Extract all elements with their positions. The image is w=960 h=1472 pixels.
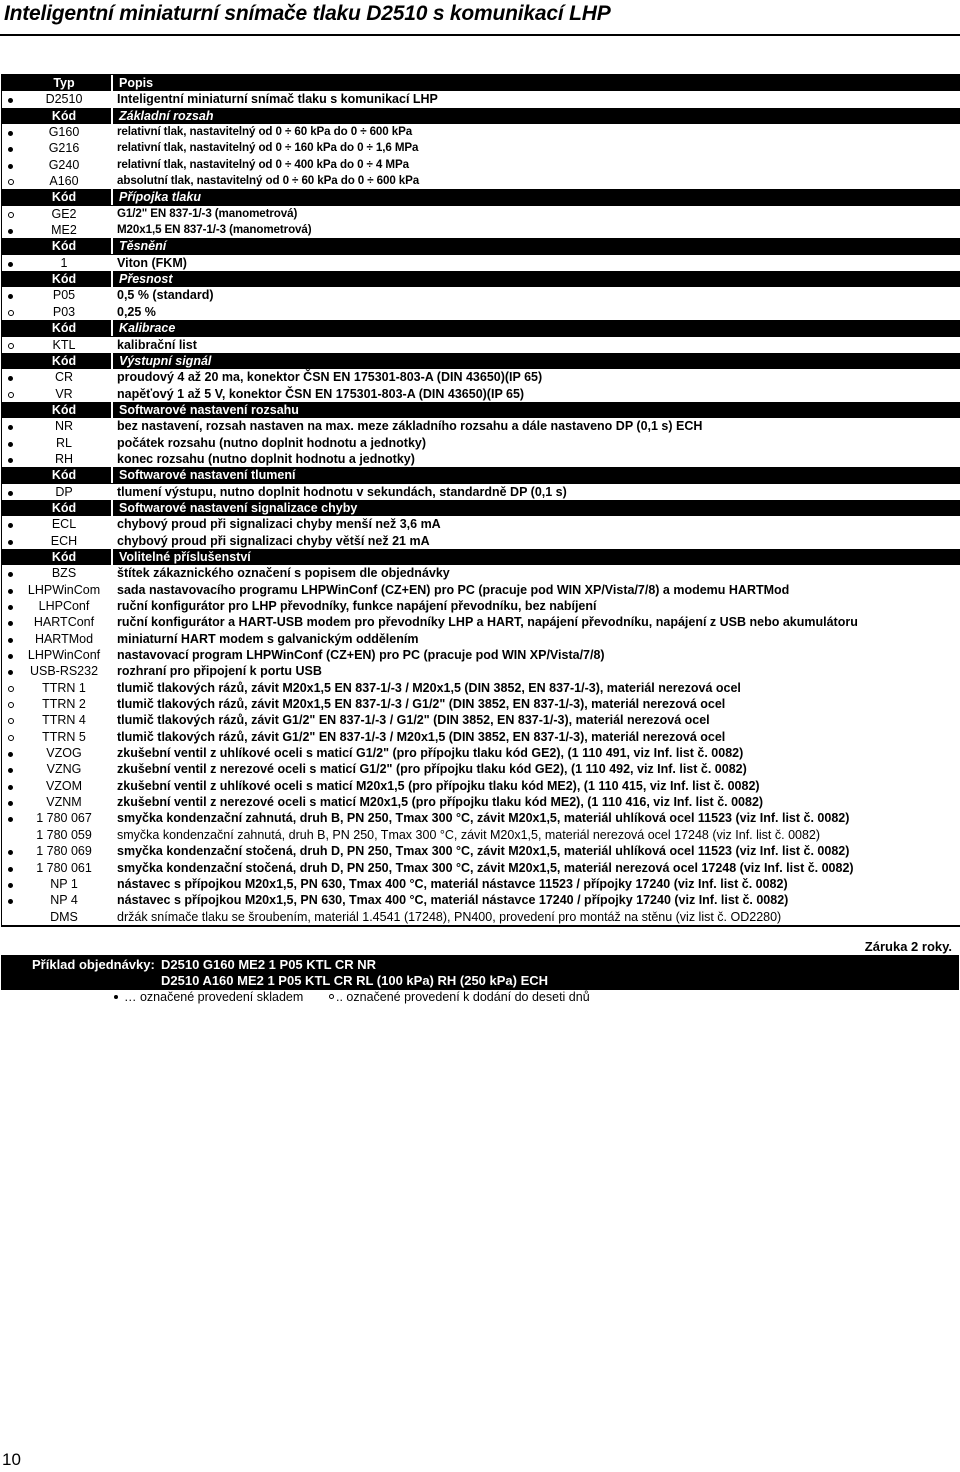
order-code-table xyxy=(1,74,960,927)
header-code-label: Kód xyxy=(51,468,77,483)
stock-bullet-icon xyxy=(7,124,17,140)
table-section-header xyxy=(2,271,960,287)
row-code: LHPWinConf xyxy=(27,648,101,663)
row-code: VZNG xyxy=(46,762,82,777)
row-description: sada nastavovacího programu LHPWinConf (CZ+EN) pro PC (pracuje pod WIN XP/Vista/7/8) a modemu HARTMod xyxy=(117,582,790,597)
row-description: relativní tlak, nastavitelný od 0 ÷ 160 kPa do 0 ÷ 1,6 MPa xyxy=(117,141,419,155)
stock-bullet-icon xyxy=(7,614,17,630)
row-code: GE2 xyxy=(51,206,77,221)
legend-on-order-text: .. označené provedení k dodání do deseti dnů xyxy=(336,990,590,1004)
order-bullet-icon xyxy=(7,173,17,189)
row-description: ruční konfigurátor a HART-USB modem pro převodníky LHP a HART, napájení převodníku, napájení z USB nebo akumulátoru xyxy=(117,615,858,630)
document-title: Inteligentní miniaturní snímače tlaku D2510 s komunikací LHP xyxy=(4,2,611,25)
order-bullet-icon xyxy=(7,206,17,222)
order-bullet-icon xyxy=(7,696,17,712)
table-section-header xyxy=(2,500,960,516)
stock-bullet-icon xyxy=(7,451,17,467)
order-bullet-icon xyxy=(7,729,17,745)
table-section-header xyxy=(2,320,960,336)
header-section-title: Softwarové nastavení signalizace chyby xyxy=(111,500,960,516)
table-row xyxy=(2,827,960,843)
order-example-line-2: D2510 A160 ME2 1 P05 KTL CR RL (100 kPa) RH (250 kPa) ECH xyxy=(161,973,549,988)
header-section-title: Základní rozsah xyxy=(111,108,960,124)
row-code: BZS xyxy=(51,566,77,581)
row-description: nastavovací program LHPWinConf (CZ+EN) pro PC (pracuje pod WIN XP/Vista/7/8) xyxy=(117,648,605,663)
table-row xyxy=(2,729,960,745)
open-bullet-icon xyxy=(329,994,334,999)
header-code-label: Kód xyxy=(51,108,77,123)
row-code: G160 xyxy=(48,125,80,140)
table-row xyxy=(2,647,960,663)
header-section-title: Softwarové nastavení tlumení xyxy=(111,467,960,483)
table-row xyxy=(2,435,960,451)
row-description: rozhraní pro připojení k portu USB xyxy=(117,664,322,679)
row-description: ruční konfigurátor pro LHP převodníky, funkce napájení převodníku, bez nabíjení xyxy=(117,599,597,613)
row-description: nástavec s přípojkou M20x1,5, PN 630, Tmax 400 °C, materiál nástavce 11523 / přípojky 17240 (viz Inf. list č. 0082) xyxy=(117,876,788,891)
header-section-title: Přesnost xyxy=(111,271,960,287)
table-row xyxy=(2,386,960,402)
table-section-header xyxy=(2,549,960,565)
stock-bullet-icon xyxy=(7,761,17,777)
row-code: RL xyxy=(56,435,72,450)
table-row xyxy=(2,418,960,434)
header-section-title: Popis xyxy=(111,75,960,91)
header-section-title: Volitelné příslušenství xyxy=(111,549,960,565)
row-description: M20x1,5 EN 837-1/-3 (manometrová) xyxy=(117,223,312,237)
row-description: štítek zákaznického označení s popisem dle objednávky xyxy=(117,566,450,581)
legend-on-order xyxy=(329,990,590,1004)
row-description: Viton (FKM) xyxy=(117,255,187,270)
row-description: tlumení výstupu, nutno doplnit hodnotu v sekundách, standardně DP (0,1 s) xyxy=(117,484,567,499)
order-bullet-icon xyxy=(7,386,17,402)
warranty-note: Záruka 2 roky. xyxy=(864,939,952,954)
row-code: NP 1 xyxy=(50,876,78,891)
row-description: zkušební ventil z nerezové oceli s maticí G1/2" (pro přípojku tlaku kód GE2), (1 110 492, viz Inf. list č. 0082) xyxy=(117,762,747,777)
table-row xyxy=(2,337,960,353)
stock-bullet-icon xyxy=(7,287,17,303)
row-description: chybový proud při signalizaci chyby menší než 3,6 mA xyxy=(117,517,441,532)
table-row xyxy=(2,696,960,712)
row-code: CR xyxy=(54,370,74,385)
row-description: tlumič tlakových rázů, závit M20x1,5 EN 837-1/-3 / G1/2" (DIN 3852, EN 837-1/-3), materiál nerezová ocel xyxy=(117,697,726,712)
row-code: USB-RS232 xyxy=(29,664,99,679)
table-row xyxy=(2,582,960,598)
no-bullet xyxy=(7,909,17,925)
row-description: absolutní tlak, nastavitelný od 0 ÷ 60 kPa do 0 ÷ 600 kPa xyxy=(117,174,420,188)
row-description: proudový 4 až 20 ma, konektor ČSN EN 175301-803-A (DIN 43650)(IP 65) xyxy=(117,370,543,385)
table-section-header xyxy=(2,189,960,205)
table-row xyxy=(2,516,960,532)
legend-in-stock-text: … označené provedení skladem xyxy=(124,990,304,1004)
row-code: HARTMod xyxy=(34,631,94,646)
header-code-label: Kód xyxy=(51,239,77,254)
header-section-title: Softwarové nastavení rozsahu xyxy=(111,402,960,418)
table-section-header xyxy=(2,238,960,254)
stock-bullet-icon xyxy=(7,157,17,173)
row-description: konec rozsahu (nutno doplnit hodnotu a jednotky) xyxy=(117,451,415,466)
order-example-box xyxy=(1,955,959,990)
table-row xyxy=(2,124,960,140)
row-description: smyčka kondenzační zahnutá, druh B, PN 250, Tmax 300 °C, závit M20x1,5, materiál nerezová ocel 17248 (viz Inf. list č. 0082) xyxy=(117,827,821,842)
stock-bullet-icon xyxy=(7,222,17,238)
table-row xyxy=(2,631,960,647)
header-code-label: Kód xyxy=(51,549,77,564)
header-code-label: Typ xyxy=(53,76,75,90)
row-code: 1 xyxy=(60,255,68,270)
header-section-title: Přípojka tlaku xyxy=(111,189,960,205)
header-code-label: Kód xyxy=(51,353,77,368)
table-section-header xyxy=(2,402,960,418)
stock-bullet-icon xyxy=(7,582,17,598)
row-code: TTRN 1 xyxy=(42,680,86,695)
row-code: HARTConf xyxy=(33,615,95,630)
legend-in-stock xyxy=(114,990,303,1004)
table-row xyxy=(2,680,960,696)
row-code: TTRN 5 xyxy=(42,729,86,744)
row-code: LHPConf xyxy=(38,599,90,613)
stock-bullet-icon xyxy=(7,418,17,434)
table-row xyxy=(2,451,960,467)
row-description: miniaturní HART modem s galvanickým oddělením xyxy=(117,631,419,646)
stock-bullet-icon xyxy=(7,435,17,451)
row-code: VZOM xyxy=(45,778,83,793)
row-description: tlumič tlakových rázů, závit G1/2" EN 837-1/-3 / M20x1,5 (DIN 3852, EN 837-1/-3), materiál nerezová ocel xyxy=(117,729,726,744)
table-row xyxy=(2,712,960,728)
table-row xyxy=(2,892,960,908)
table-row xyxy=(2,761,960,777)
table-row xyxy=(2,222,960,238)
row-code: P03 xyxy=(52,304,76,319)
table-section-header xyxy=(2,353,960,369)
table-section-header xyxy=(2,108,960,124)
stock-bullet-icon xyxy=(7,565,17,581)
order-bullet-icon xyxy=(7,304,17,320)
no-bullet xyxy=(7,827,17,843)
order-bullet-icon xyxy=(7,712,17,728)
row-code: LHPWinCom xyxy=(27,582,101,597)
row-description: držák snímače tlaku se šroubením, materiál 1.4541 (17248), PN400, provedení pro montáž na stěnu (viz list č. OD2280) xyxy=(117,909,782,924)
table-row xyxy=(2,810,960,826)
row-description: smyčka kondenzační stočená, druh D, PN 250, Tmax 300 °C, závit M20x1,5, materiál uhlíková ocel 11523 (viz Inf. list č. 0082) xyxy=(117,844,850,859)
stock-bullet-icon xyxy=(7,860,17,876)
table-row xyxy=(2,533,960,549)
header-code-label: Kód xyxy=(51,272,77,287)
order-example-label: Příklad objednávky: xyxy=(32,957,155,972)
row-code: ECH xyxy=(50,533,78,548)
row-description: počátek rozsahu (nutno doplnit hodnotu a jednotky) xyxy=(117,435,427,450)
row-code: VR xyxy=(55,386,73,401)
table-row xyxy=(2,255,960,271)
row-code: ME2 xyxy=(51,223,77,238)
stock-bullet-icon xyxy=(7,533,17,549)
row-code: A160 xyxy=(49,174,79,189)
header-code-label: Kód xyxy=(51,190,77,205)
row-code: VZOG xyxy=(46,746,82,761)
row-code: G216 xyxy=(48,141,80,156)
stock-bullet-icon xyxy=(7,794,17,810)
row-description: G1/2" EN 837-1/-3 (manometrová) xyxy=(117,206,298,220)
stock-bullet-icon xyxy=(7,663,17,679)
stock-bullet-icon xyxy=(7,778,17,794)
table-row xyxy=(2,157,960,173)
row-description: 0,25 % xyxy=(117,304,156,319)
row-code: ECL xyxy=(51,517,77,532)
header-code-label: Kód xyxy=(51,402,77,417)
row-code: RH xyxy=(54,451,74,466)
table-row xyxy=(2,565,960,581)
row-code: NR xyxy=(54,419,74,434)
table-row xyxy=(2,91,960,107)
table-row xyxy=(2,173,960,189)
filled-bullet-icon xyxy=(114,995,118,999)
table-row xyxy=(2,909,960,925)
header-code-label: Kód xyxy=(51,321,77,336)
stock-bullet-icon xyxy=(7,598,17,614)
row-code: TTRN 2 xyxy=(42,697,86,712)
row-description: chybový proud při signalizaci chyby větší než 21 mA xyxy=(117,533,430,548)
row-description: tlumič tlakových rázů, závit M20x1,5 EN 837-1/-3 / M20x1,5 (DIN 3852, EN 837-1/-3), materiál nerezová ocel xyxy=(117,680,741,695)
table-row xyxy=(2,484,960,500)
row-code: 1 780 059 xyxy=(36,827,92,842)
row-description: Inteligentní miniaturní snímač tlaku s komunikací LHP xyxy=(117,92,438,107)
stock-bullet-icon xyxy=(7,369,17,385)
row-description: tlumič tlakových rázů, závit G1/2" EN 837-1/-3 / G1/2" (DIN 3852, EN 837-1/-3), materiál nerezová ocel xyxy=(117,713,710,728)
row-code: VZNM xyxy=(46,795,82,810)
stock-bullet-icon xyxy=(7,631,17,647)
row-description: smyčka kondenzační zahnutá, druh B, PN 250, Tmax 300 °C, závit M20x1,5, materiál uhlíková ocel 11523 (viz Inf. list č. 0082) xyxy=(117,811,850,826)
row-description: zkušební ventil z nerezové oceli s maticí M20x1,5 (pro přípojku tlaku kód ME2), (1 110 416, viz Inf. list č. 0082) xyxy=(117,795,764,810)
stock-bullet-icon xyxy=(7,516,17,532)
table-row xyxy=(2,778,960,794)
row-code: DP xyxy=(55,484,73,499)
row-code: KTL xyxy=(52,337,76,352)
stock-bullet-icon xyxy=(7,892,17,908)
row-description: relativní tlak, nastavitelný od 0 ÷ 60 kPa do 0 ÷ 600 kPa xyxy=(117,125,413,139)
header-code-label: Kód xyxy=(51,500,77,515)
stock-bullet-icon xyxy=(7,647,17,663)
row-code: 1 780 069 xyxy=(36,844,92,859)
row-description: napěťový 1 až 5 V, konektor ČSN EN 175301-803-A (DIN 43650)(IP 65) xyxy=(117,386,525,401)
row-code: P05 xyxy=(52,288,76,303)
row-code: 1 780 067 xyxy=(36,811,92,826)
table-row xyxy=(2,745,960,761)
row-description: bez nastavení, rozsah nastaven na max. meze základního rozsahu a dále nastaveno DP (0,1 s) ECH xyxy=(117,419,703,434)
table-section-header xyxy=(2,467,960,483)
table-row xyxy=(2,206,960,222)
table-row xyxy=(2,304,960,320)
row-description: kalibrační list xyxy=(117,337,197,352)
order-bullet-icon xyxy=(7,337,17,353)
stock-bullet-icon xyxy=(7,255,17,271)
stock-bullet-icon xyxy=(7,810,17,826)
stock-bullet-icon xyxy=(7,843,17,859)
header-section-title: Kalibrace xyxy=(111,320,960,336)
table-row xyxy=(2,876,960,892)
table-row xyxy=(2,860,960,876)
row-code: 1 780 061 xyxy=(36,860,92,875)
table-row xyxy=(2,598,960,614)
table-row xyxy=(2,369,960,385)
table-row xyxy=(2,843,960,859)
header-section-title: Výstupní signál xyxy=(111,353,960,369)
stock-bullet-icon xyxy=(7,745,17,761)
row-description: zkušební ventil z uhlíkové oceli s maticí G1/2" (pro přípojku tlaku kód GE2), (1 110 491, viz Inf. list č. 0082) xyxy=(117,746,744,761)
row-description: 0,5 % (standard) xyxy=(117,288,214,303)
order-bullet-icon xyxy=(7,680,17,696)
stock-bullet-icon xyxy=(7,140,17,156)
table-row xyxy=(2,794,960,810)
title-underline xyxy=(0,34,960,36)
row-description: smyčka kondenzační stočená, druh D, PN 250, Tmax 300 °C, závit M20x1,5, materiál nerezová ocel 17248 (viz Inf. list č. 0082) xyxy=(117,860,854,875)
header-section-title: Těsnění xyxy=(111,238,960,254)
row-description: relativní tlak, nastavitelný od 0 ÷ 400 kPa do 0 ÷ 4 MPa xyxy=(117,157,409,171)
row-code: TTRN 4 xyxy=(42,713,86,728)
row-code: DMS xyxy=(50,909,78,924)
table-row xyxy=(2,663,960,679)
stock-bullet-icon xyxy=(7,91,17,107)
row-code: G240 xyxy=(48,157,80,172)
table-row xyxy=(2,140,960,156)
stock-bullet-icon xyxy=(7,484,17,500)
row-code: NP 4 xyxy=(50,893,78,908)
row-description: zkušební ventil z uhlíkové oceli s maticí M20x1,5 (pro přípojku tlaku kód ME2), (1 110 415, viz Inf. list č. 0082) xyxy=(117,778,760,793)
order-example-line-1: D2510 G160 ME2 1 P05 KTL CR NR xyxy=(161,957,377,972)
page-number: 10 xyxy=(2,1450,21,1469)
stock-bullet-icon xyxy=(7,876,17,892)
row-description: nástavec s přípojkou M20x1,5, PN 630, Tmax 400 °C, materiál nástavce 17240 / přípojky 17240 (viz Inf. list č. 0082) xyxy=(117,893,789,908)
table-row xyxy=(2,614,960,630)
table-section-header xyxy=(2,75,960,91)
row-code: D2510 xyxy=(45,92,83,107)
table-row xyxy=(2,287,960,303)
